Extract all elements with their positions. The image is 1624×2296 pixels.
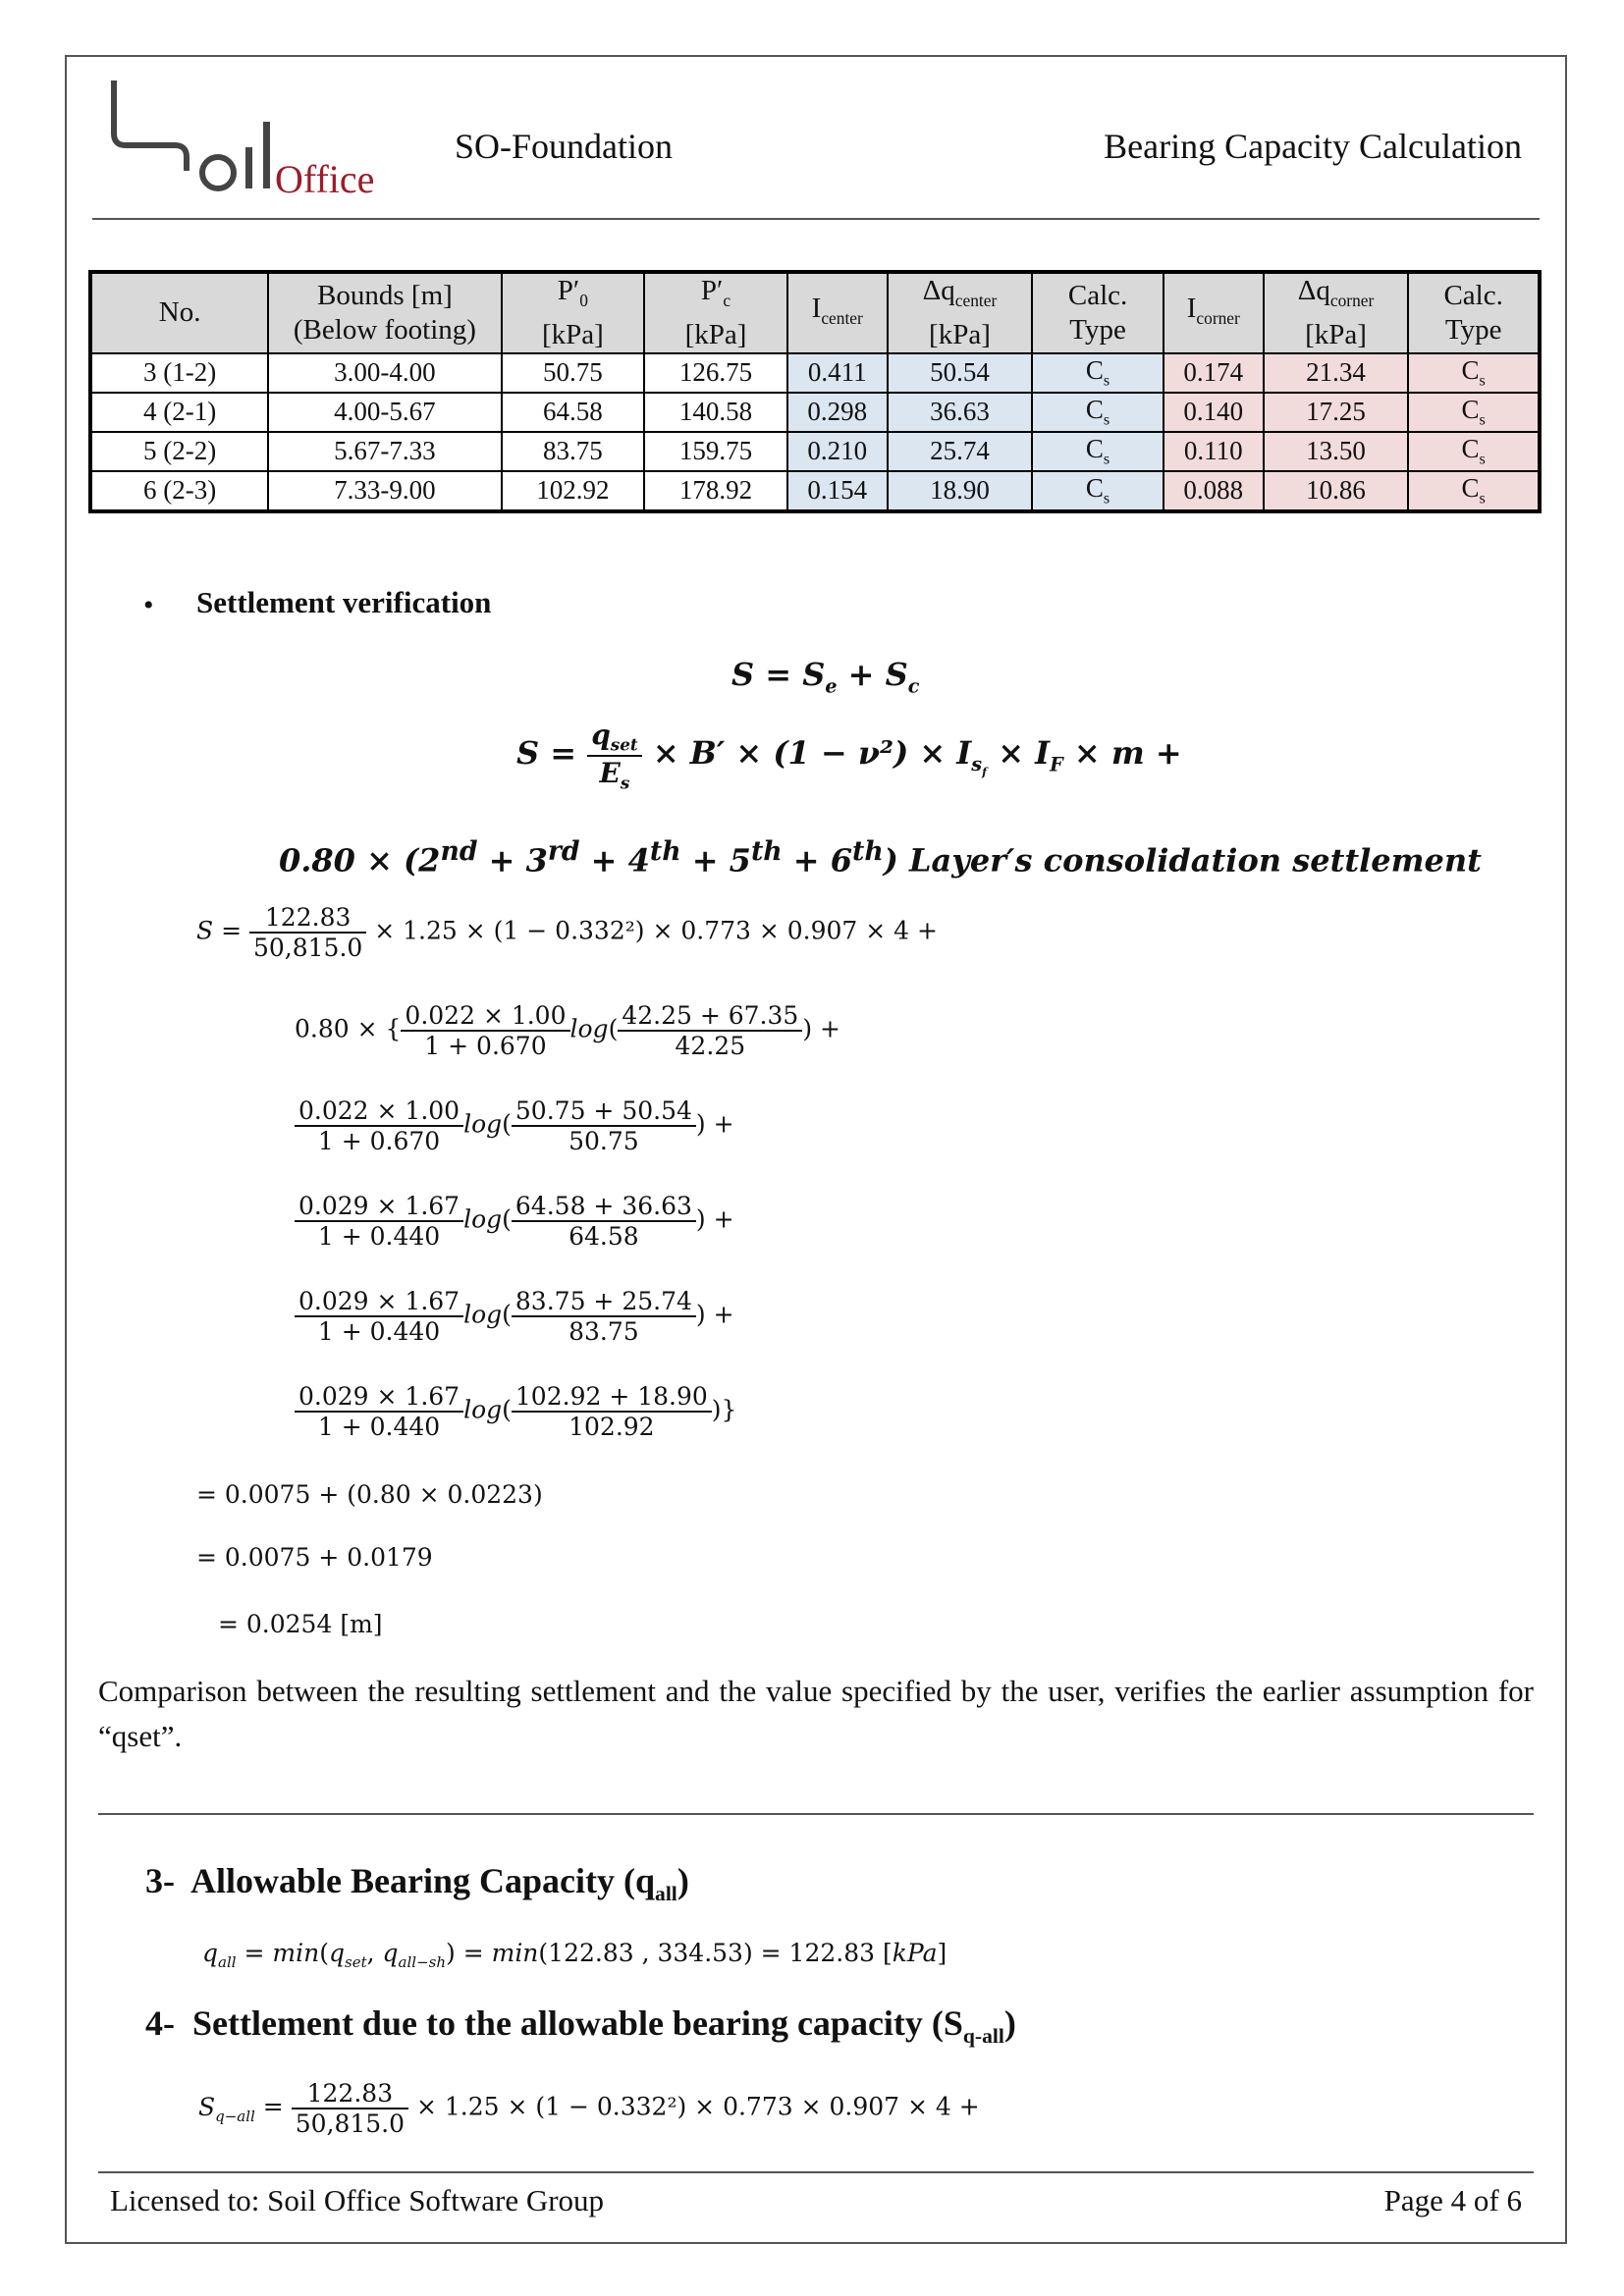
cell-p0: 83.75: [502, 432, 645, 471]
cell-bounds: 5.67-7.33: [268, 432, 501, 471]
col-calc-type-center: Calc. Type: [1032, 272, 1164, 353]
section-3-heading: 3- Allowable Bearing Capacity $(q_{all})$: [145, 1861, 689, 1906]
page-number: Page 4 of 6: [1383, 2183, 1522, 2217]
equation-consolidation: 0.80 × (2nd + 3rd + 4th + 5th + 6th) Layer′s consolidation settlement: [279, 836, 1482, 880]
cell-icenter: 0.411: [787, 353, 888, 393]
cell-type-corner: $C_s$: [1408, 353, 1540, 393]
cell-pc: 159.75: [644, 432, 787, 471]
cell-no: 4 (2-1): [90, 393, 268, 432]
subst-term: $\frac{0.022 \times 1.00}{1 + 0.670}$ log( $\frac{50.75 + 50.54}{50.75}$ ) +: [295, 1096, 734, 1155]
header-rule: [92, 218, 1540, 220]
sqall-equation: $S_{q-all}$ = $\frac{122.83}{50,815.0}$ × 1.25 × (1 − 0.332²) × 0.773 × 0.907 × 4 +: [198, 2079, 980, 2138]
comparison-paragraph: Comparison between the resulting settlement and the value specified by the user, verifies the earlier assumption for “qset”.: [98, 1674, 1534, 1753]
cell-no: 3 (1-2): [90, 353, 268, 393]
cell-dqcenter: 50.54: [888, 353, 1033, 393]
result-line-2: = 0.0075 + 0.0179: [196, 1543, 433, 1572]
col-pc: $P'_c$ [kPa]: [644, 272, 787, 353]
cell-type-corner: $C_s$: [1408, 393, 1540, 432]
result-line-1: = 0.0075 + (0.80 × 0.0223): [196, 1480, 543, 1509]
equation-s-total: $S = S_e + S_c$: [731, 656, 920, 698]
col-dqcenter: $\Delta q_{center}$ [kPa]: [888, 272, 1033, 353]
cell-p0: 102.92: [502, 471, 645, 511]
cell-pc: 178.92: [644, 471, 787, 511]
cell-type-corner: $C_s$: [1408, 432, 1540, 471]
cell-dqcorner: 21.34: [1264, 353, 1409, 393]
cell-dqcorner: 10.86: [1264, 471, 1409, 511]
cell-p0: 64.58: [502, 393, 645, 432]
table-row: [90, 353, 1540, 393]
cell-no: 6 (2-3): [90, 471, 268, 511]
footer-rule: [98, 2171, 1534, 2173]
table-row: [90, 393, 1540, 432]
cell-icorner: 0.088: [1164, 471, 1264, 511]
cell-icenter: 0.210: [787, 432, 888, 471]
license-text: Licensed to: Soil Office Software Group: [110, 2183, 605, 2217]
col-calc-type-corner: Calc. Type: [1408, 272, 1540, 353]
layer-table: [88, 270, 1542, 513]
cell-icenter: 0.154: [787, 471, 888, 511]
cell-icenter: 0.298: [787, 393, 888, 432]
cell-dqcorner: 13.50: [1264, 432, 1409, 471]
subst-line-2: 0.80 × { $\frac{0.022 \times 1.00}{1 + 0.670}$ log( $\frac{42.25 + 67.35}{42.25}$ ) +: [295, 1001, 840, 1060]
svg-text:Office: Office: [275, 157, 375, 201]
cell-dqcenter: 18.90: [888, 471, 1033, 511]
col-dqcorner: $\Delta q_{corner}$ [kPa]: [1264, 272, 1409, 353]
cell-bounds: 4.00-5.67: [268, 393, 501, 432]
soil-office-logo: [106, 77, 430, 204]
col-p0: $P'_0$ [kPa]: [502, 272, 645, 353]
col-icorner: $I_{corner}$: [1164, 272, 1264, 353]
subst-term: $\frac{0.029 \times 1.67}{1 + 0.440}$ log( $\frac{64.58 + 36.63}{64.58}$ ) +: [295, 1192, 734, 1251]
col-no: No.: [90, 272, 268, 353]
cell-bounds: 7.33-9.00: [268, 471, 501, 511]
cell-dqcorner: 17.25: [1264, 393, 1409, 432]
cell-pc: 140.58: [644, 393, 787, 432]
table-header-row: [90, 272, 1540, 353]
cell-type-center: $C_s$: [1032, 393, 1164, 432]
section-rule: [98, 1813, 1534, 1815]
col-icenter: $I_{center}$: [787, 272, 888, 353]
settlement-heading: Settlement verification: [196, 585, 492, 619]
section-4-heading: 4- Settlement due to the allowable bearing capacity $(S_{q-all})$: [145, 2003, 1016, 2049]
cell-bounds: 3.00-4.00: [268, 353, 501, 393]
cell-type-corner: $C_s$: [1408, 471, 1540, 511]
cell-type-center: $C_s$: [1032, 471, 1164, 511]
allowable-equation: $q_{all} = \min(q_{set}$, $q_{all-sh}) = \min(122.83$ , 334.53) = 122.83 [kPa]: [202, 1939, 947, 1971]
cell-icorner: 0.140: [1164, 393, 1264, 432]
cell-dqcenter: 36.63: [888, 393, 1033, 432]
doc-title: Bearing Capacity Calculation: [1104, 127, 1522, 166]
cell-icorner: 0.110: [1164, 432, 1264, 471]
equation-s-formula: S = $\frac{q_{set}}{E_s}$ × $B' \times (1 - \nu^2) \times I_{s_f} \times I_F \times m$ +: [516, 719, 1182, 793]
subst-term: $\frac{0.029 \times 1.67}{1 + 0.440}$ log( $\frac{102.92 + 18.90}{102.92}$ )}: [295, 1382, 736, 1441]
cell-pc: 126.75: [644, 353, 787, 393]
col-bounds: Bounds [m] (Below footing): [268, 272, 501, 353]
bullet-icon: •: [143, 589, 154, 621]
cell-icorner: 0.174: [1164, 353, 1264, 393]
cell-dqcenter: 25.74: [888, 432, 1033, 471]
table-row: [90, 432, 1540, 471]
subst-line-1: S = $\frac{122.83}{50,815.0}$ × 1.25 × (1 − 0.332²) × 0.773 × 0.907 × 4 +: [196, 903, 938, 962]
cell-no: 5 (2-2): [90, 432, 268, 471]
cell-type-center: $C_s$: [1032, 353, 1164, 393]
subst-term: $\frac{0.029 \times 1.67}{1 + 0.440}$ log( $\frac{83.75 + 25.74}{83.75}$ ) +: [295, 1287, 734, 1346]
cell-type-center: $C_s$: [1032, 432, 1164, 471]
app-name: SO-Foundation: [455, 127, 674, 166]
result-line-3: = 0.0254 [m]: [218, 1610, 383, 1638]
table-row: [90, 471, 1540, 511]
cell-p0: 50.75: [502, 353, 645, 393]
